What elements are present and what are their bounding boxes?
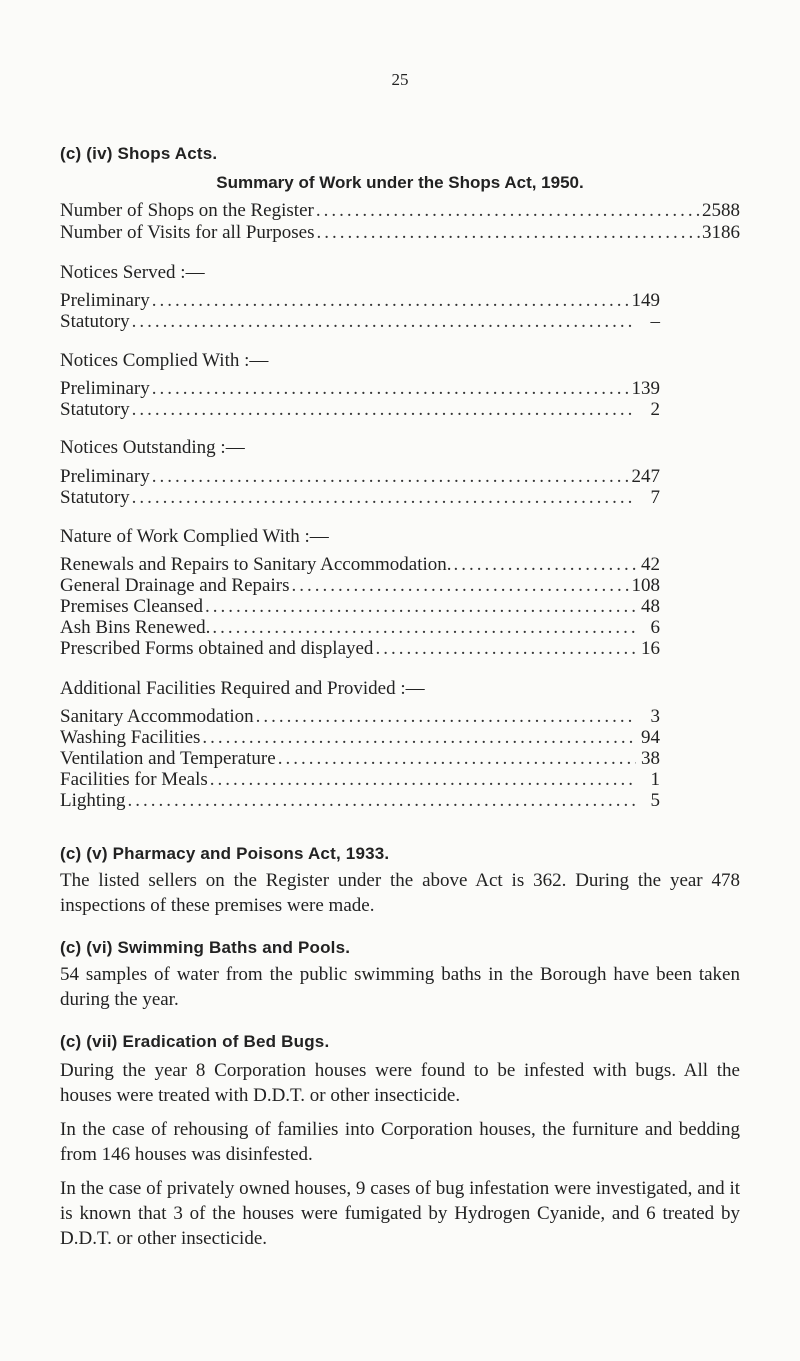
row-label: Washing Facilities [60, 727, 201, 748]
bugs-paragraph-2: In the case of rehousing of families into Corporation houses, the furniture and bedding from 146 houses was disinfested. [60, 1119, 740, 1165]
row-value: – [650, 311, 660, 332]
list-item [60, 748, 660, 770]
list-item [60, 617, 660, 639]
row-label: Renewals and Repairs to Sanitary Accommodation. [60, 554, 452, 575]
row-label: Lighting [60, 790, 126, 811]
section-heading-pharmacy: (c) (v) Pharmacy and Poisons Act, 1933. [60, 844, 390, 863]
list-item [60, 466, 660, 488]
group-title-additional-facilities: Additional Facilities Required and Provided :— [60, 678, 425, 699]
row-label: Preliminary [60, 290, 150, 311]
section-subheading-shops: Summary of Work under the Shops Act, 1950. [216, 173, 584, 192]
row-label: Number of Shops on the Register [60, 200, 314, 221]
register-row [60, 200, 740, 222]
row-label: Statutory [60, 399, 130, 420]
list-item [60, 790, 660, 812]
row-value: 38 [641, 748, 660, 769]
row-label: General Drainage and Repairs [60, 575, 290, 596]
list-item [60, 638, 660, 660]
row-label: Sanitary Accommodation [60, 706, 254, 727]
row-value: 3186 [702, 222, 740, 243]
leader-dots [152, 378, 630, 400]
list-item [60, 290, 660, 312]
section-heading-bed-bugs: (c) (vii) Eradication of Bed Bugs. [60, 1032, 330, 1051]
leader-dots [132, 399, 636, 421]
row-value: 16 [641, 638, 660, 659]
row-value: 139 [631, 378, 660, 399]
page-number: 25 [391, 70, 409, 89]
row-label: Statutory [60, 487, 130, 508]
list-item [60, 706, 660, 728]
bugs-paragraph-3: In the case of privately owned houses, 9 cases of bug infestation were investigated, and it is known that 3 of the houses were fumigated by Hydrogen Cyanide, and 6 treated by D.D.T. or other insecticide. [60, 1178, 740, 1249]
row-label: Preliminary [60, 466, 150, 487]
leader-dots [278, 748, 636, 770]
list-item [60, 727, 660, 749]
leader-dots [316, 222, 700, 244]
group-title-notices-outstanding: Notices Outstanding :— [60, 437, 245, 458]
row-value: 6 [650, 617, 660, 638]
row-label: Ash Bins Renewed. [60, 617, 211, 638]
leader-dots [132, 311, 636, 333]
leader-dots [132, 487, 636, 509]
section-heading-swimming: (c) (vi) Swimming Baths and Pools. [60, 938, 351, 957]
row-label: Facilities for Meals [60, 769, 208, 790]
list-item [60, 596, 660, 618]
leader-dots [256, 706, 636, 728]
row-value: 94 [641, 727, 660, 748]
leader-dots [210, 769, 636, 791]
visits-row [60, 222, 740, 244]
row-value: 2588 [702, 200, 740, 221]
leader-dots [291, 575, 629, 597]
row-value: 149 [631, 290, 660, 311]
row-value: 1 [650, 769, 660, 790]
leader-dots [152, 466, 630, 488]
list-item [60, 769, 660, 791]
row-value: 2 [650, 399, 660, 420]
row-label: Preliminary [60, 378, 150, 399]
row-value: 3 [650, 706, 660, 727]
leader-dots [375, 638, 636, 660]
row-value: 108 [631, 575, 660, 596]
row-value: 48 [641, 596, 660, 617]
list-item [60, 378, 660, 400]
row-label: Number of Visits for all Purposes [60, 222, 315, 243]
leader-dots [202, 727, 636, 749]
swimming-paragraph: 54 samples of water from the public swimming baths in the Borough have been taken during the year. [60, 964, 740, 1010]
leader-dots [212, 617, 636, 639]
list-item [60, 554, 660, 576]
leader-dots [152, 290, 630, 312]
row-value: 247 [631, 466, 660, 487]
leader-dots [454, 554, 636, 576]
list-item [60, 487, 660, 509]
list-item [60, 311, 660, 333]
row-label: Ventilation and Temperature [60, 748, 276, 769]
list-item [60, 399, 660, 421]
row-value: 42 [641, 554, 660, 575]
row-label: Statutory [60, 311, 130, 332]
group-title-notices-complied: Notices Complied With :— [60, 350, 269, 371]
group-title-notices-served: Notices Served :— [60, 262, 205, 283]
bugs-paragraph-1: During the year 8 Corporation houses were found to be infested with bugs. All the houses were treated with D.D.T. or other insecticide. [60, 1060, 740, 1106]
pharmacy-paragraph: The listed sellers on the Register under the above Act is 362. During the year 478 inspections of these premises were made. [60, 870, 740, 916]
row-label: Prescribed Forms obtained and displayed [60, 638, 374, 659]
list-item [60, 575, 660, 597]
leader-dots [316, 200, 700, 222]
row-value: 5 [650, 790, 660, 811]
row-value: 7 [650, 487, 660, 508]
section-heading-shops: (c) (iv) Shops Acts. [60, 144, 218, 163]
row-label: Premises Cleansed [60, 596, 204, 617]
leader-dots [205, 596, 636, 618]
leader-dots [127, 790, 636, 812]
group-title-nature-of-work: Nature of Work Complied With :— [60, 526, 329, 547]
